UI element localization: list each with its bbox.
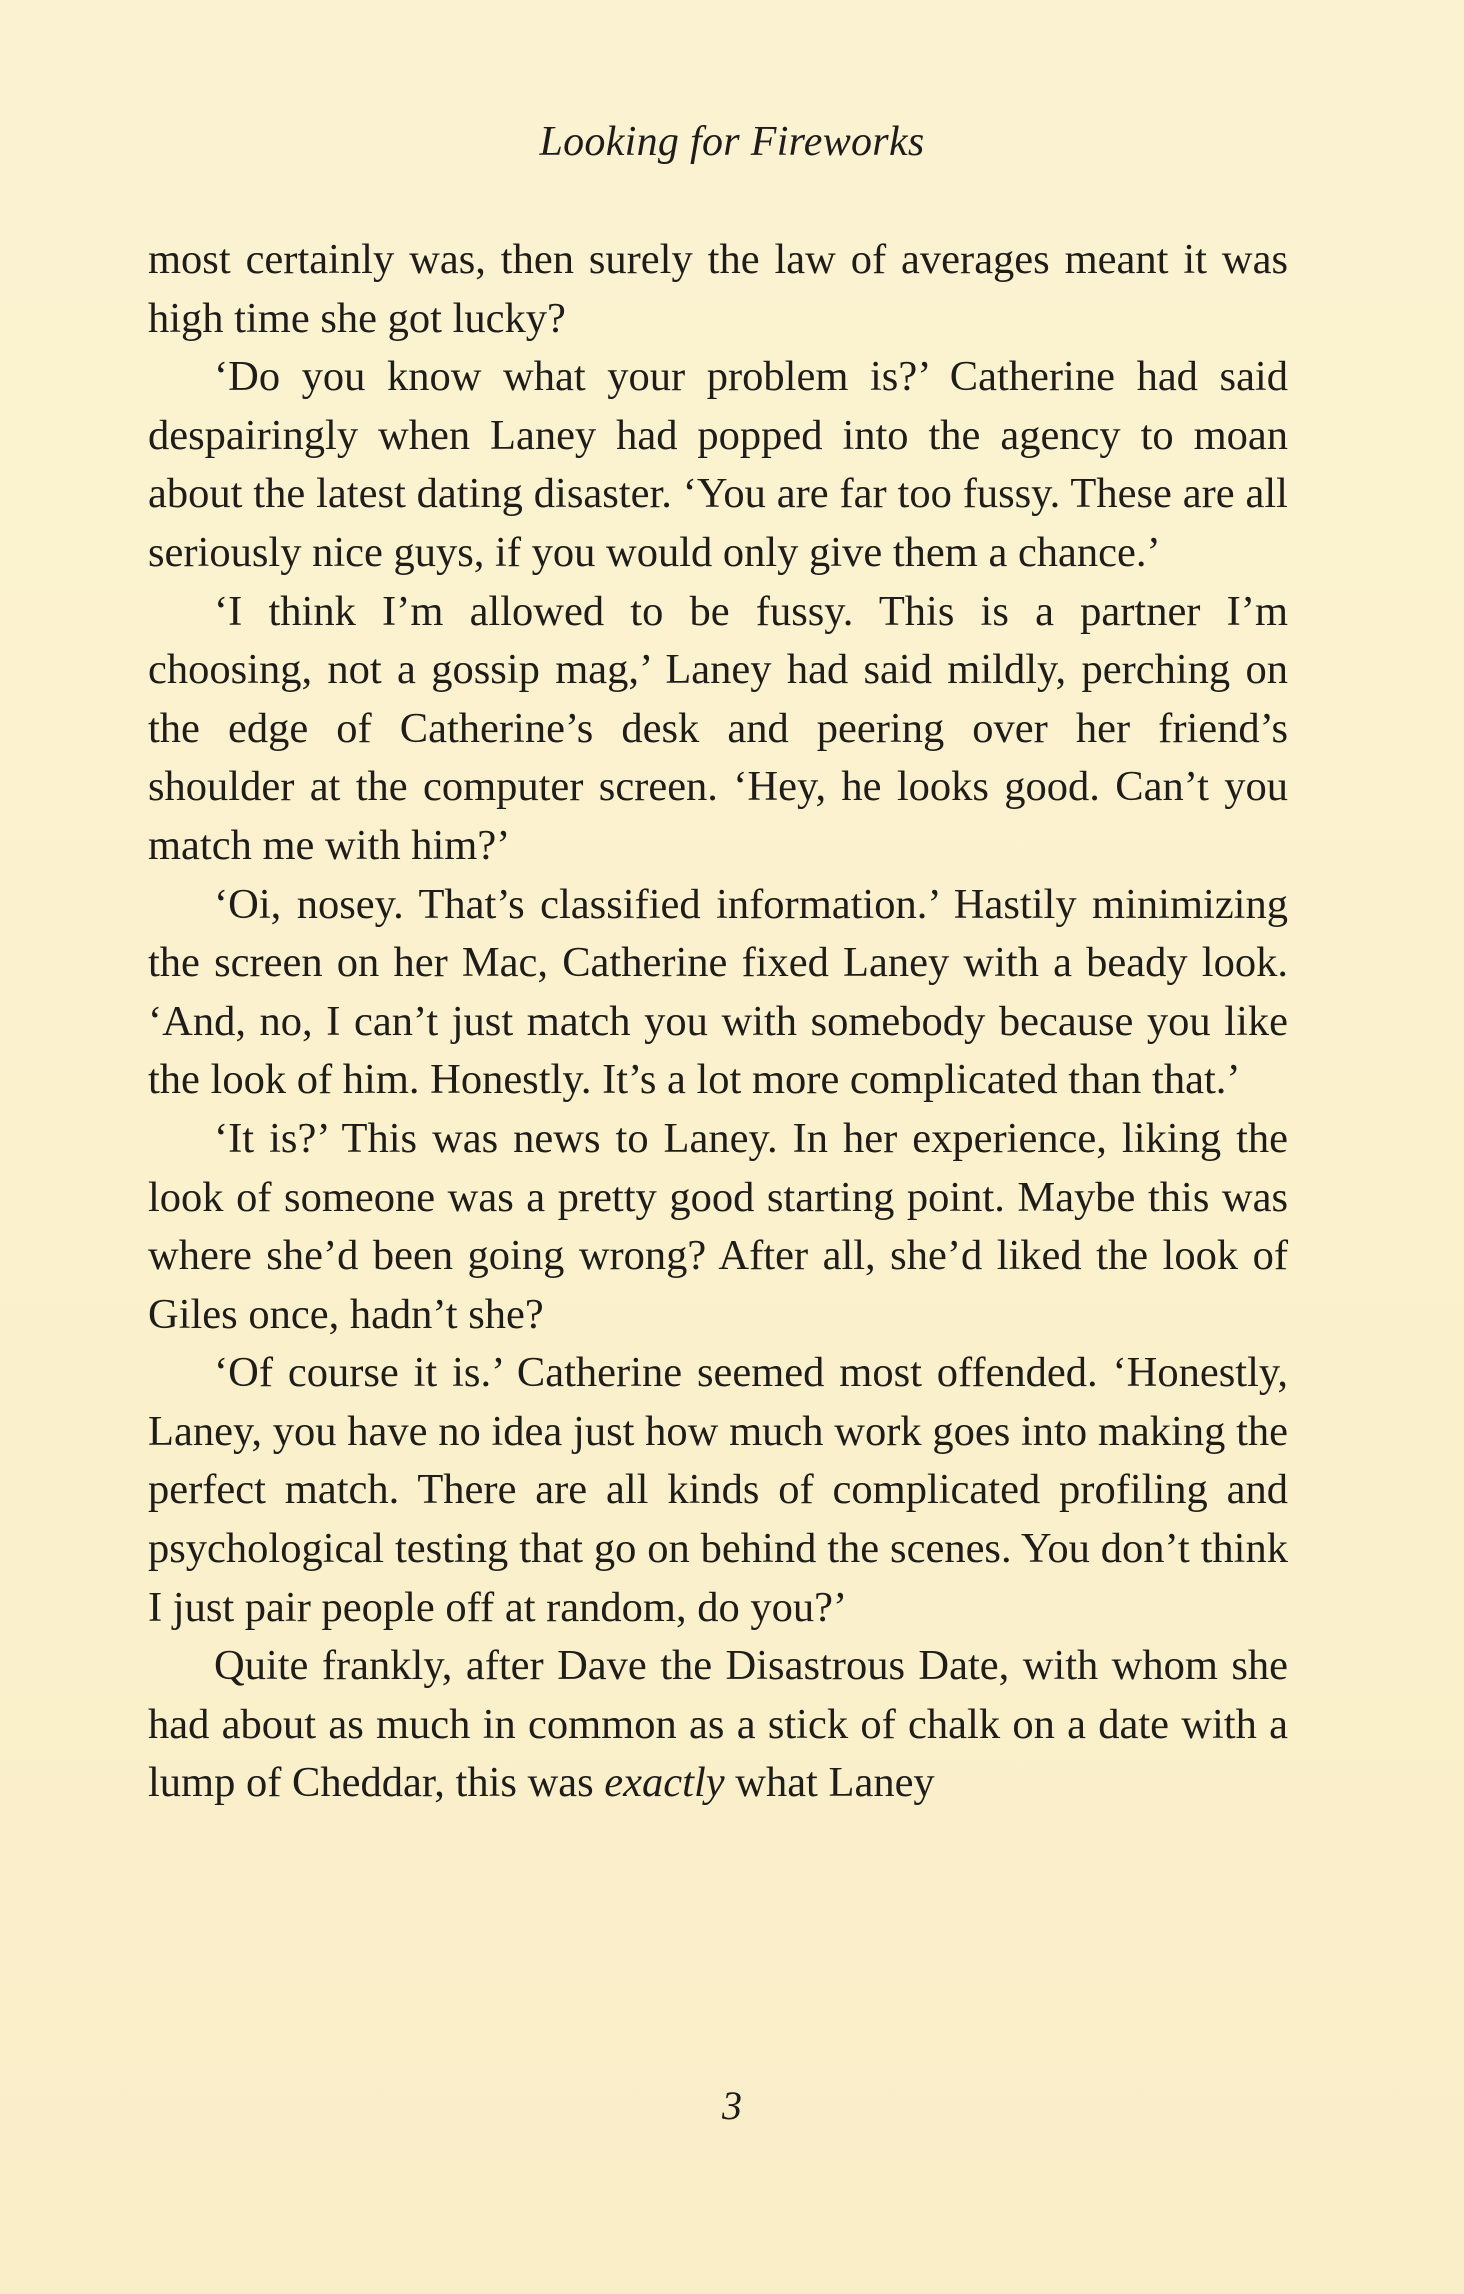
paragraph: ‘Of course it is.’ Catherine seemed most offended. ‘Honestly, Laney, you have no idea just how much work goes into making the perfect match. There are all kinds of complicated profiling and psychological testing that go on behind the scenes. You don’t think I just pair people off at random, do you?’: [148, 1349, 1288, 1631]
emphasized-word: exactly: [604, 1759, 725, 1807]
paragraph: [148, 1637, 1288, 1813]
paragraph: ‘Do you know what your problem is?’ Catherine had said despairingly when Laney had popped into the agency to moan about the latest dating disaster. ‘You are far too fussy. These are all seriously nice guys, if you would only give them a chance.’: [148, 353, 1288, 576]
page-number: 3: [722, 2083, 742, 2128]
running-head: Looking for Fireworks: [539, 119, 925, 165]
paragraph: ‘Oi, nosey. That’s classified information.’ Hastily minimizing the screen on her Mac, Catherine fixed Laney with a beady look. ‘And, no, I can’t just match you with somebody because you like the look of him. Honestly. It’s a lot more complicated than that.’: [148, 880, 1288, 1104]
paragraph-text: what Laney: [724, 1759, 935, 1807]
paragraph: ‘I think I’m allowed to be fussy. This is a partner I’m choosing, not a gossip mag,’ Laney had said mildly, perching on the edge of Catherine’s desk and peering over her friend’s shoulder at the computer screen. ‘Hey, he looks good. Can’t you match me with him?’: [148, 587, 1288, 869]
paragraph: most certainly was, then surely the law of averages meant it was high time she got lucky?: [148, 236, 1288, 342]
body-text: [148, 231, 1288, 1813]
paragraph-text: Quite frankly, after Dave the Disastrous Date, with whom she had about as much in common as a stick of chalk on a date with a lump of Cheddar, this was: [148, 1642, 1288, 1807]
paragraph: ‘It is?’ This was news to Laney. In her experience, liking the look of someone was a pretty good starting point. Maybe this was where she’d been going wrong? After all, she’d liked the look of Giles once, hadn’t she?: [148, 1114, 1288, 1338]
